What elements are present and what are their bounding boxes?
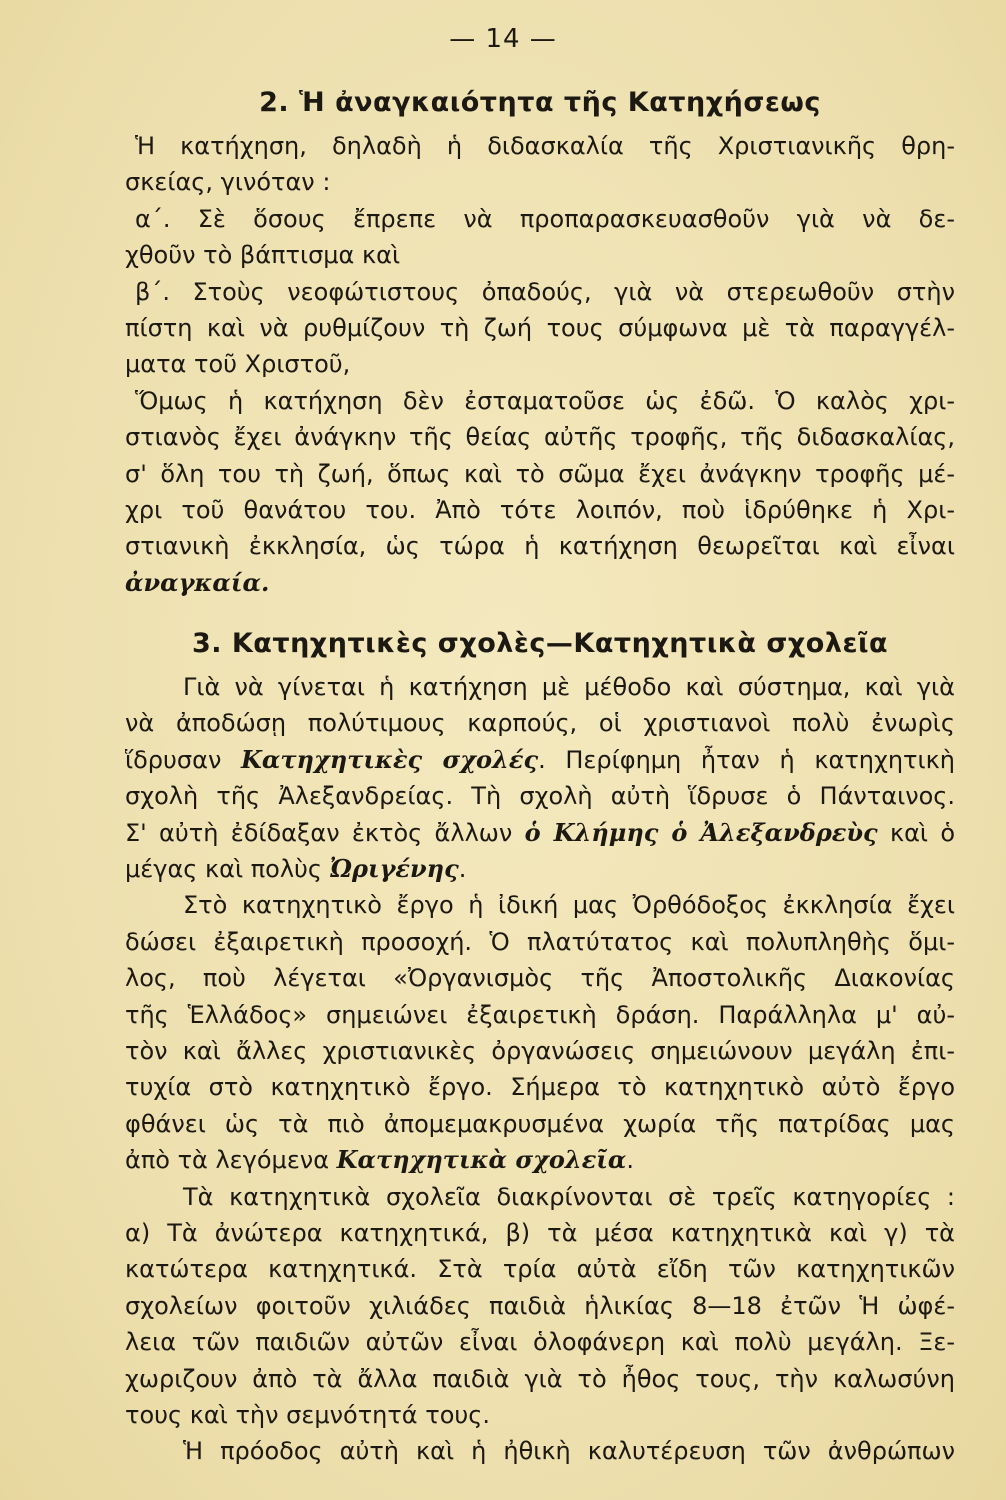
page-content <box>125 78 955 1470</box>
section-2-heading: 2. Ἡ ἀναγκαιότητα τῆς Κατηχήσεως <box>259 87 821 118</box>
text-line: χθοῦν τὸ βάπτισμα καὶ <box>125 241 401 270</box>
text-fragment: ἵδρυσαν <box>125 745 242 774</box>
text-fragment: ἀπὸ τὰ λεγόμενα <box>125 1146 337 1175</box>
section-3-heading: 3. Κατηχητικὲς σχολὲς—Κατηχητικὰ σχολεῖα <box>191 628 889 660</box>
text-line: ματα τοῦ Χριστοῦ, <box>125 350 351 379</box>
text-line: χωριζουν ἀπὸ τὰ ἄλλα παιδιὰ γιὰ τὸ ἦθος τους, τὴν καλωσύνη <box>125 1364 955 1393</box>
text-line: τῆς Ἑλλάδος» σημειώνει ἐξαιρετικὴ δράση. Παράλληλα μ' αὐ- <box>125 1000 955 1029</box>
emphasis-text: Κατηχητικὰ σχολεῖα <box>336 1145 627 1175</box>
text-fragment: Σ' αὐτὴ ἐδίδαξαν ἐκτὸς ἄλλων <box>125 818 525 847</box>
text-line: σ' ὅλη του τὴ ζωή, ὅπως καὶ τὸ σῶμα ἔχει ἀνάγκην τροφῆς μέ- <box>125 459 955 488</box>
text-line: λεια τῶν παιδιῶν αὐτῶν εἶναι ὁλοφάνερη καὶ πολὺ μεγάλη. Ξε- <box>125 1328 955 1357</box>
section-3-body <box>125 669 955 1470</box>
text-line <box>125 742 955 778</box>
text-fragment: μέγας καὶ πολὺς <box>125 855 330 884</box>
text-line: χρι τοῦ θανάτου του. Ἀπὸ τότε λοιπόν, ποὺ ἱδρύθηκε ἡ Χρι- <box>125 495 955 524</box>
text-line: σχολείων φοιτοῦν χιλιάδες παιδιὰ ἡλικίας 8—18 ἐτῶν Ἡ ὠφέ- <box>125 1291 955 1320</box>
text-line: στιανικὴ ἐκκλησία, ὡς τώρα ἡ κατήχηση θεωρεῖται καὶ εἶναι <box>125 532 955 561</box>
text-fragment: . Περίφημη ἦταν ἡ κατηχητικὴ <box>538 745 955 774</box>
text-line: τυχία στὸ κατηχητικὸ ἔργο. Σήμερα τὸ κατηχητικὸ αὐτὸ ἔργο <box>125 1073 955 1102</box>
text-line: σκείας, γινόταν : <box>125 168 331 197</box>
text-fragment: καὶ ὁ <box>877 818 955 847</box>
text-line: στιανὸς ἔχει ἀνάγκην τῆς θείας αὐτῆς τροφῆς, τῆς διδασκαλίας, <box>125 423 955 452</box>
text-line: α) Τὰ ἀνώτερα κατηχητικά, β) τὰ μέσα κατηχητικὰ καὶ γ) τὰ <box>125 1218 955 1247</box>
text-line: β΄. Στοὺς νεοφώτιστους ὀπαδούς, γιὰ νὰ στερεωθοῦν στὴν <box>135 277 955 306</box>
text-line: πίστη καὶ νὰ ρυθμίζουν τὴ ζωή τους σύμφωνα μὲ τὰ παραγγέλ- <box>125 313 955 342</box>
text-line <box>125 851 955 887</box>
text-line: Γιὰ νὰ γίνεται ἡ κατήχηση μὲ μέθοδο καὶ σύστημα, καὶ γιὰ <box>183 673 955 702</box>
emphasis-text: Κατηχητικὲς σχολές <box>241 744 539 774</box>
text-line: τὸν καὶ ἄλλες χριστιανικὲς ὀργανώσεις σημειώνουν μεγάλη ἐπι- <box>125 1036 955 1065</box>
text-line: νὰ ἀποδώσῃ πολύτιμους καρπούς, οἱ χριστιανοὶ πολὺ ἐνωρὶς <box>125 709 955 738</box>
text-line: φθάνει ὡς τὰ πιὸ ἀπομεμακρυσμένα χωρία τῆς πατρίδας μας <box>125 1109 955 1138</box>
emphasis-text: Ὠριγένης <box>329 854 459 884</box>
text-line: λος, ποὺ λέγεται «Ὀργανισμὸς τῆς Ἀποστολικῆς Διακονίας <box>125 964 955 993</box>
text-line <box>125 565 955 601</box>
text-line: δώσει ἐξαιρετικὴ προσοχή. Ὁ πλατύτατος καὶ πολυπληθὴς ὅμι- <box>125 927 955 956</box>
text-line: τους καὶ τὴν σεμνότητά τους. <box>125 1400 490 1429</box>
text-fragment: . <box>626 1146 635 1175</box>
text-line: κατώτερα κατηχητικά. Στὰ τρία αὐτὰ εἴδη τῶν κατηχητικῶν <box>125 1255 955 1284</box>
text-line <box>125 1142 955 1178</box>
text-line: Ἡ κατήχηση, δηλαδὴ ἡ διδασκαλία τῆς Χριστιανικῆς θρη- <box>135 132 955 160</box>
text-line: Ὅμως ἡ κατήχηση δὲν ἐσταματοῦσε ὡς ἐδῶ. Ὁ καλὸς χρι- <box>135 386 955 415</box>
text-line: Στὸ κατηχητικὸ ἔργο ἡ ἰδική μας Ὀρθόδοξος ἐκκλησία ἔχει <box>183 891 955 920</box>
section-2-body <box>125 128 955 601</box>
text-line: α΄. Σὲ ὅσους ἔπρεπε νὰ προπαρασκευασθοῦν γιὰ νὰ δε- <box>135 204 955 233</box>
text-line: Τὰ κατηχητικὰ σχολεῖα διακρίνονται σὲ τρεῖς κατηγορίες : <box>183 1182 955 1211</box>
emphasis-text: ἀναγκαία. <box>125 567 270 597</box>
text-fragment: . <box>458 855 467 884</box>
page-number: — 14 — <box>449 24 557 54</box>
text-line: Ἡ πρόοδος αὐτὴ καὶ ἡ ἠθικὴ καλυτέρευση τῶν ἀνθρώπων <box>183 1437 955 1466</box>
emphasis-text: ὁ Κλήμης ὁ Ἀλεξανδρεὺς <box>524 817 878 847</box>
text-line: σχολὴ τῆς Ἀλεξανδρείας. Τὴ σχολὴ αὐτὴ ἵδρυσε ὁ Πάνταινος. <box>125 782 955 811</box>
text-line <box>125 815 955 851</box>
